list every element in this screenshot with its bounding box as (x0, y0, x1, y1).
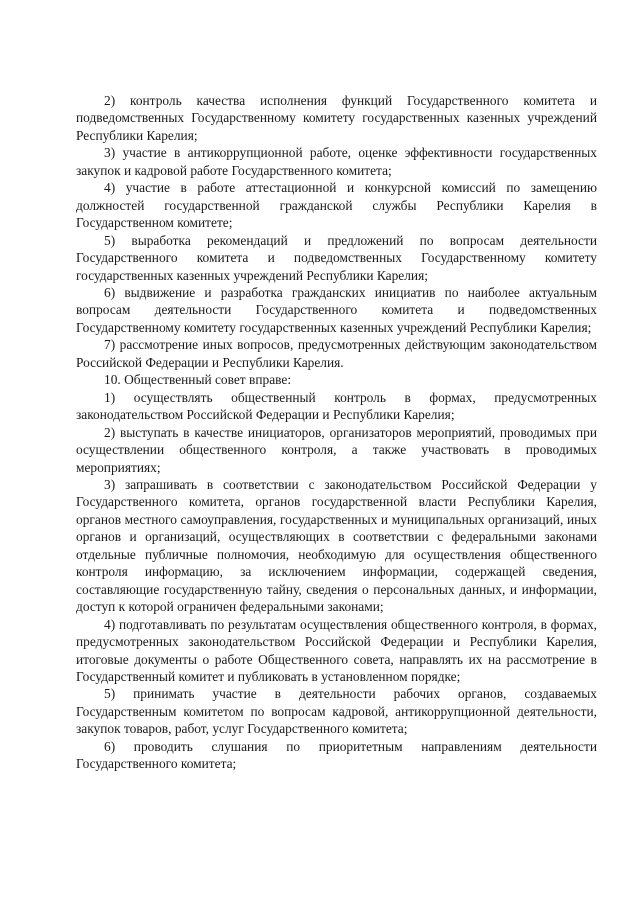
paragraph-item-4: 4) участие в работе аттестационной и конкурсной комиссий по замещению должностей государственной гражданской службы Республики Карелия в Государственном комитете; (76, 180, 597, 231)
paragraph-item-7: 7) рассмотрение иных вопросов, предусмотренных действующим законодательством Российской Федерации и Республики Карелия. (76, 337, 597, 370)
paragraph-item-3: 3) участие в антикоррупционной работе, оценке эффективности государственных закупок и кадровой работе Государственного комитета; (76, 145, 597, 178)
paragraph-right-2: 2) выступать в качестве инициаторов, организаторов мероприятий, проводимых при осуществлении общественного контроля, а также участвовать в проводимых мероприятиях; (76, 424, 597, 475)
paragraph-item-5: 5) выработка рекомендаций и предложений по вопросам деятельности Государственного комитета и подведомственных Государственному комитету государственных казенных учреждений Республики Карелия; (76, 232, 597, 283)
paragraph-right-4: 4) подготавливать по результатам осуществления общественного контроля, в формах, предусмотренных законодательством Российской Федерации и Республики Карелия, итоговые документы о работе Общественного совета, направлять их на рассмотрение в Государственный комитет и публиковать в установленном порядке; (76, 616, 597, 684)
paragraph-right-6: 6) проводить слушания по приоритетным направлениям деятельности Государственного комитета; (76, 738, 597, 772)
section-heading-10: 10. Общественный совет вправе: (104, 372, 292, 388)
paragraph-right-1: 1) осуществлять общественный контроль в формах, предусмотренных законодательством Российской Федерации и Республики Карелия; (76, 389, 597, 423)
document-page (76, 92, 597, 773)
paragraph-right-3: 3) запрашивать в соответствии с законодательством Российской Федерации у Государственного комитета, органов государственной власти Республики Карелия, органов местного самоуправления, государственных и муниципальных организаций, иных органов и организаций, осуществляющих в соответствии с федеральными законами отдельные публичные полномочия, необходимую для осуществления общественного контроля информацию, за исключением информации, содержащей сведения, составляющие государственную тайну, сведения о персональных данных, и информации, доступ к которой ограничен федеральными законами; (76, 476, 597, 615)
paragraph-item-2: 2) контроль качества исполнения функций Государственного комитета и подведомственных Государственному комитету государственных казенных учреждений Республики Карелия; (76, 93, 597, 143)
paragraph-right-5: 5) принимать участие в деятельности рабочих органов, создаваемых Государственным комитетом по вопросам кадровой, антикоррупционной деятельности, закупок товаров, работ, услуг Государственного комитета; (76, 686, 597, 737)
paragraph-item-6: 6) выдвижение и разработка гражданских инициатив по наиболее актуальным вопросам деятельности Государственного комитета и подведомственных Государственному комитету государственных казенных учреждений Республики Карелия; (76, 284, 597, 335)
